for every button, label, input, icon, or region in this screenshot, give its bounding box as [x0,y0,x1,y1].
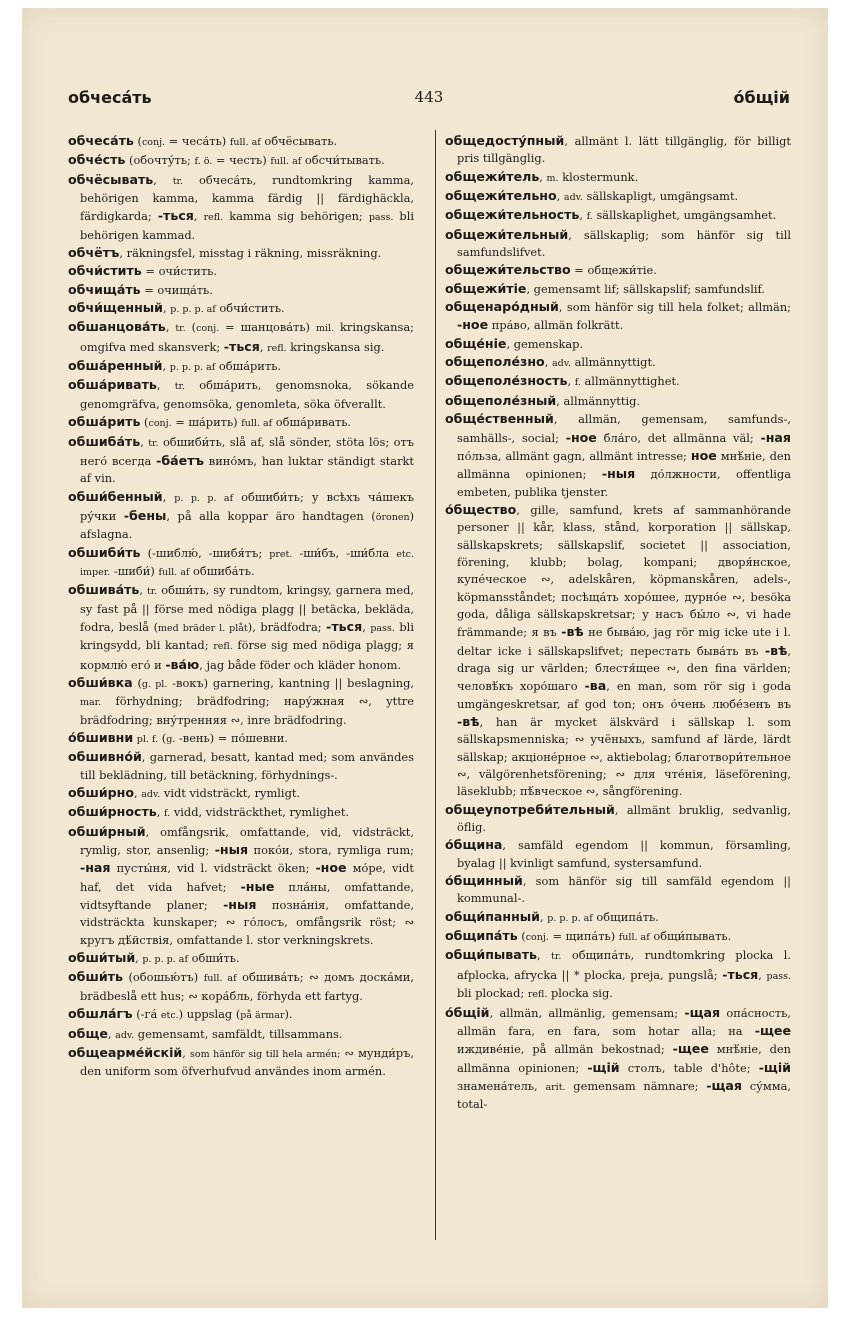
dictionary-entry: обшиба́ть, tr. обшиби́ть, slå af, slå sönder, stöta lös; отъ него́ всегда -ба́етъ вино́мъ, han luktar ständigt starkt af vin. [68,433,415,486]
dictionary-entry: обчёсывать, tr. обчеса́ть, rundtomkring kamma, behörigen kamma, kamma färdig || färdighäckla, färdigkarda; -ться, refl. kamma sig behörigen; pass. bli behörigen kammad. [68,171,415,242]
right-column [445,132,791,1114]
dictionary-entry: обши́тый, p. p. p. af обши́ть. [68,950,240,966]
dictionary-entry: общежи́тіе, gemensamt lif; sällskapslif; samfundslif. [445,280,765,296]
dictionary-entry: общежи́тельность, f. sällskaplighet, umgängsamhet. [445,207,777,223]
dictionary-entry: о́бщество, gille, samfund, krets af sammanhörande personer || kår, klass, stånd, korporation || sällskap, sällskapskrets; sällskapslif, societet || association, förening, klubb; bolag, kompani; дворя́нское, купе́ческое ∾, adelskåren, köpmanskåren, adels-, köpmansståndet; посѣща́ть хоро́шее, дурно́е ∾, besöka goda, dåliga sällskapskretsar; у насъ бы́ло ∾, vi hade främmande; я въ -вѣ не быва́ю, jag rör mig icke ute i l. deltar icke i sällskapslifvet; перестать быва́ть въ -вѣ, draga sig ur världen; блестя́щее ∾, den fina världen; человѣ́къ хоро́шаго -ва, en man, som rör sig i goda umgängeskretsar, af god ton; онъ о́чень любе́зенъ въ -вѣ, han är mycket älskvärd i sällskap l. som sällskapsmenniska; ∾ учёныхъ, samfund af lärde, lärdt sällskap; акціоне́рное ∾, aktiebolag; благотвори́тельное ∾, välgörenhetsförening; ∾ для чте́нія, läseförening, läseklubb; пѣ́вческое ∾, sångförening. [445,501,791,799]
dictionary-entry: обшла́гъ (-га́ etc.) uppslag (på ärmar). [68,1006,293,1022]
dictionary-entry: общипа́ть (conj. = щипа́ть) full. af общи́пывать. [445,928,732,944]
dictionary-entry: обчеса́ть (conj. = чеса́ть) full. af обчёсывать. [68,133,338,148]
dictionary-entry: общеупотреби́тельный, allmänt bruklig, sedvanlig, öflig. [445,801,791,835]
dictionary-entry: общенаро́дный, som hänför sig till hela folket; allmän; -ное пра́во, allmän folkrätt. [445,299,791,333]
dictionary-entry: обши́бенный, p. p. p. af обшиби́ть; у всѣхъ ча́шекъ ру́чки -бены, på alla koppar äro handtagen (öronen) afslagna. [68,488,415,542]
dictionary-entry: общежи́тельство = общежи́тіе. [445,262,657,278]
dictionary-page [22,8,828,1308]
dictionary-entry: обчи́щенный, p. p. p. af обчи́стить. [68,300,285,316]
dictionary-entry: общеполе́зность, f. allmännyttighet. [445,373,680,389]
right-running-headword: о́бщій [733,88,790,107]
dictionary-entry: обши́вка (g. pl. -вокъ) garnering, kantning || beslagning, mar. förhydning; brädfodring; нару́жная ∾, yttre brädfodring; вну́тренняя ∾, inre brädfodring. [68,674,414,727]
dictionary-entry: обшанцова́ть, tr. (conj. = шанцова́ть) mil. kringskansa; omgifva med skansverk; -ться, refl. kringskansa sig. [68,319,414,354]
dictionary-entry: обша́ривать, tr. обша́рить, genomsnoka, sökande genomgräfva, genomsöka, genomleta, söka öfverallt. [68,377,414,411]
dictionary-entry: общежи́тельный, sällskaplig; som hänför sig till samfundslifvet. [445,226,791,260]
left-running-headword: обчеса́ть [68,88,152,107]
dictionary-entry: о́бщинный, som hänför sig till samfäld egendom || kommunal-. [445,873,791,906]
dictionary-entry: общежи́тельно, adv. sällskapligt, umgängsamt. [445,188,739,204]
dictionary-entry: общеполе́зный, allmännyttig. [445,392,640,408]
dictionary-entry: обще́ственный, allmän, gemensam, samfunds-, samhälls-, social; -ное бла́го, det allmänna väl; -ная по́льза, allmänt gagn, allmänt intresse; ное мнѣ́ніе, den allmänna opinionen; -ныя до́лжности, offentliga embeten, publika tjenster. [445,411,792,499]
page-number: 443 [414,88,444,106]
dictionary-entry: обшивно́й, garnerad, besatt, kantad med; som användes till beklädning, till betäckning, förhydnings-. [68,749,414,782]
dictionary-entry: о́бшивни pl. f. (g. -вень) = по́шевни. [68,730,288,745]
dictionary-entry: о́бщій, allmän, allmänlig, gemensam; -щая опа́сность, allmän fara, en fara, som hotar alla; на -щее иждиве́ніе, på allmän bekostnad; -щее мнѣ́ніе, den allmänna opinionen; -щій столъ, table d'hôte; -щій знамена́тель, arit. gemensam nämnare; -щая су́мма, total- [445,1004,792,1112]
dictionary-entry: обши́рно, adv. vidt vidsträckt, rymligt. [68,785,301,801]
dictionary-entry: обша́ренный, p. p. p. af обша́рить. [68,358,282,374]
left-column [68,132,414,1081]
dictionary-entry: обчища́ть = очища́ть. [68,281,213,297]
dictionary-entry: общеарме́йскій, som hänför sig till hela armén; ∾ мунди́ръ, den uniform som öfverhufvud användes inom armén. [68,1044,414,1079]
dictionary-entry: обши́ть (обошью́тъ) full. af обшива́ть; ∾ домъ доска́ми, brädbeslå ett hus; ∾ кора́бль, förhyda ett fartyg. [68,969,414,1003]
dictionary-entry: обшива́ть, tr. обши́ть, sy rundtom, kringsy, garnera med, sy fast på || förse med nödiga plagg || betäcka, bekläda, fodra, beslå (med bräder l. plåt), brädfodra; -ться, pass. bli kringsydd, bli kantad; refl. förse sig med nödiga plagg; я кормлю́ его́ и -ва́ю, jag både föder och kläder honom. [68,582,414,672]
dictionary-entry: обши́рный, omfångsrik, omfattande, vid, vidsträckt, rymlig, stor, ansenlig; -ныя поко́и, stora, rymliga rum; -ная пусты́ня, vid l. vidsträckt öken; -ное мо́ре, vidt haf, det vida hafvet; -ные пла́ны, omfattande, vidtsyftande planer; -ныя позна́нія, omfattande, vidsträckta kunskaper; ∾ го́лосъ, omfångsrik röst; ∾ кругъ дѣ́йствія, omfattande l. stor verkningskrets. [68,823,414,947]
dictionary-entry: обще́ніе, gemenskap. [445,335,584,351]
dictionary-entry: общи́панный, p. p. p. af общипа́ть. [445,908,659,924]
dictionary-entry: обче́сть (обочту́ть; f. ö. = честь) full. af обсчи́тывать. [68,152,385,168]
dictionary-entry: о́бщина, samfäld egendom || kommun, församling, byalag || kvinligt samfund, systersamfund. [445,837,791,870]
dictionary-entry: обще, adv. gemensamt, samfäldt, tillsammans. [68,1025,343,1041]
dictionary-entry: общи́пывать, tr. общипа́ть, rundtomkring plocka l. afplocka, afrycka || * plocka, preja, pungslå; -ться, pass. bli plockad; refl. plocka sig. [445,947,792,1001]
dictionary-entry: обчётъ, räkningsfel, misstag i räkning, missräkning. [68,245,382,261]
column-divider [435,130,436,1240]
dictionary-entry: обчи́стить = очи́стить. [68,263,217,279]
page-header [68,88,790,118]
dictionary-entry: общеполе́зно, adv. allmännyttigt. [445,354,656,370]
dictionary-entry: общедосту́пный, allmänt l. lätt tillgänglig, för billigt pris tillgänglig. [445,133,791,166]
dictionary-entry: обши́рность, f. vidd, vidsträckthet, rymlighet. [68,804,350,820]
dictionary-entry: обша́рить (conj. = ша́рить) full. af обша́ривать. [68,414,352,430]
dictionary-entry: обшиби́ть (-шиблю́, -шибя́тъ; pret. -ши́бъ, -ши́бла etc. imper. -шиби́) full. af обшиба́ть. [68,544,414,578]
dictionary-entry: общежи́тель, m. klostermunk. [445,168,639,184]
